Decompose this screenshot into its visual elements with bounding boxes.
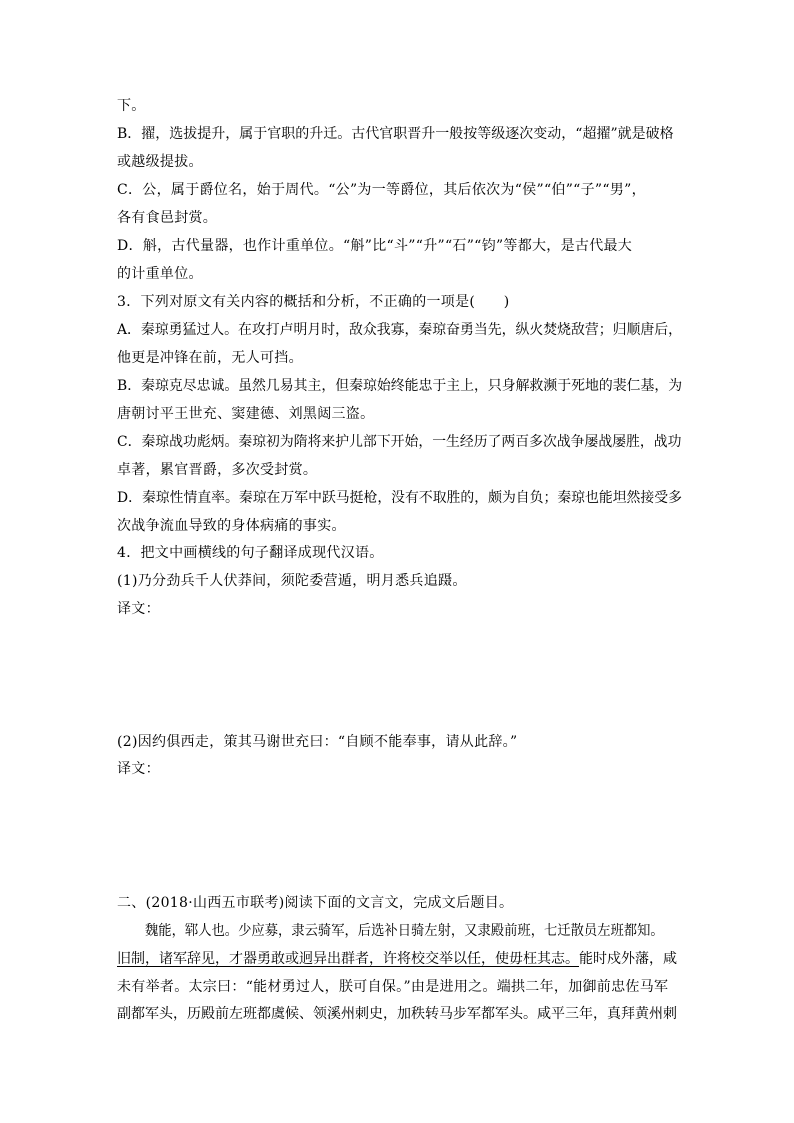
passage-line-2-rest: 能时戍外藩，咸 <box>579 951 677 967</box>
q3-option-b-line-2: 唐朝讨平王世充、窦建德、刘黑闼三盗。 <box>117 406 375 422</box>
q3-option-c-line-1: C．秦琼战功彪炳。秦琼初为隋将来护儿部下开始，一生经历了两百多次战争屡战屡胜，战功 <box>117 434 682 450</box>
q3-option-a-line-1: A．秦琼勇猛过人。在攻打卢明月时，敌众我寡，秦琼奋勇当先，纵火焚烧敌营；归顺唐后， <box>117 322 682 338</box>
q4-sentence-2: (2)因约俱西走，策其马谢世充曰：“自顾不能奉事，请从此辞。” <box>117 734 518 750</box>
q3-option-d-line-2: 次战争流血导致的身体病痛的事实。 <box>117 518 346 534</box>
translation-label-2: 译文： <box>117 761 160 777</box>
section-2-heading: 二、(2018·山西五市联考)阅读下面的文言文，完成文后题目。 <box>117 895 514 911</box>
q4-sentence-1: (1)乃分劲兵千人伏莽间，须陀委营遁，明月悉兵追蹑。 <box>117 573 467 589</box>
q3-option-a-line-2: 他更是冲锋在前，无人可挡。 <box>117 350 303 366</box>
option-d-line-1: D．斛，古代量器，也作计重单位。“斛”比“斗”“升”“石”“钧”等都大，是古代最大 <box>117 238 633 254</box>
option-b-line-1: B．擢，选拔提升，属于官职的升迁。古代官职晋升一般按等级逐次变动，“超擢”就是破格 <box>117 126 674 142</box>
question-4: 4．把文中画横线的句子翻译成现代汉语。 <box>117 545 384 561</box>
option-c-line-2: 各有食邑封赏。 <box>117 210 218 226</box>
underlined-sentence: 旧制，诸军辞见，才器勇敢或迥异出群者，许将校交举以任，使毋枉其志。 <box>117 951 579 967</box>
option-b-line-2: 或越级提拔。 <box>117 154 203 170</box>
text-line-1: 下。 <box>117 98 146 114</box>
translation-label-1: 译文： <box>117 601 160 617</box>
option-c-line-1: C．公，属于爵位名，始于周代。“公”为一等爵位，其后依次为“侯”“伯”“子”“男”， <box>117 182 646 198</box>
q3-option-c-line-2: 卓著，累官晋爵，多次受封赏。 <box>117 462 318 478</box>
passage-line-4: 副都军头，历殿前左班都虞候、领溪州刺史，加秩转马步军都军头。咸平三年，真拜黄州刺 <box>117 1006 677 1022</box>
question-3: 3．下列对原文有关内容的概括和分析，不正确的一项是( ) <box>117 294 510 310</box>
passage-line-3: 未有举者。太宗曰：“能材勇过人，朕可自保。”由是进用之。端拱二年，加御前忠佐马军 <box>117 979 669 995</box>
option-d-line-2: 的计重单位。 <box>117 266 203 282</box>
passage-line-1: 魏能，郓人也。少应募，隶云骑军，后选补日骑左射，又隶殿前班，七迁散员左班都知。 <box>145 923 664 939</box>
passage-line-2 <box>117 949 682 969</box>
q3-option-d-line-1: D．秦琼性情直率。秦琼在万军中跃马挺枪，没有不取胜的，颇为自负；秦琼也能坦然接受多 <box>117 490 682 506</box>
q3-option-b-line-1: B．秦琼克尽忠诚。虽然几易其主，但秦琼始终能忠于主上，只身解救濒于死地的裴仁基，为 <box>117 378 683 394</box>
